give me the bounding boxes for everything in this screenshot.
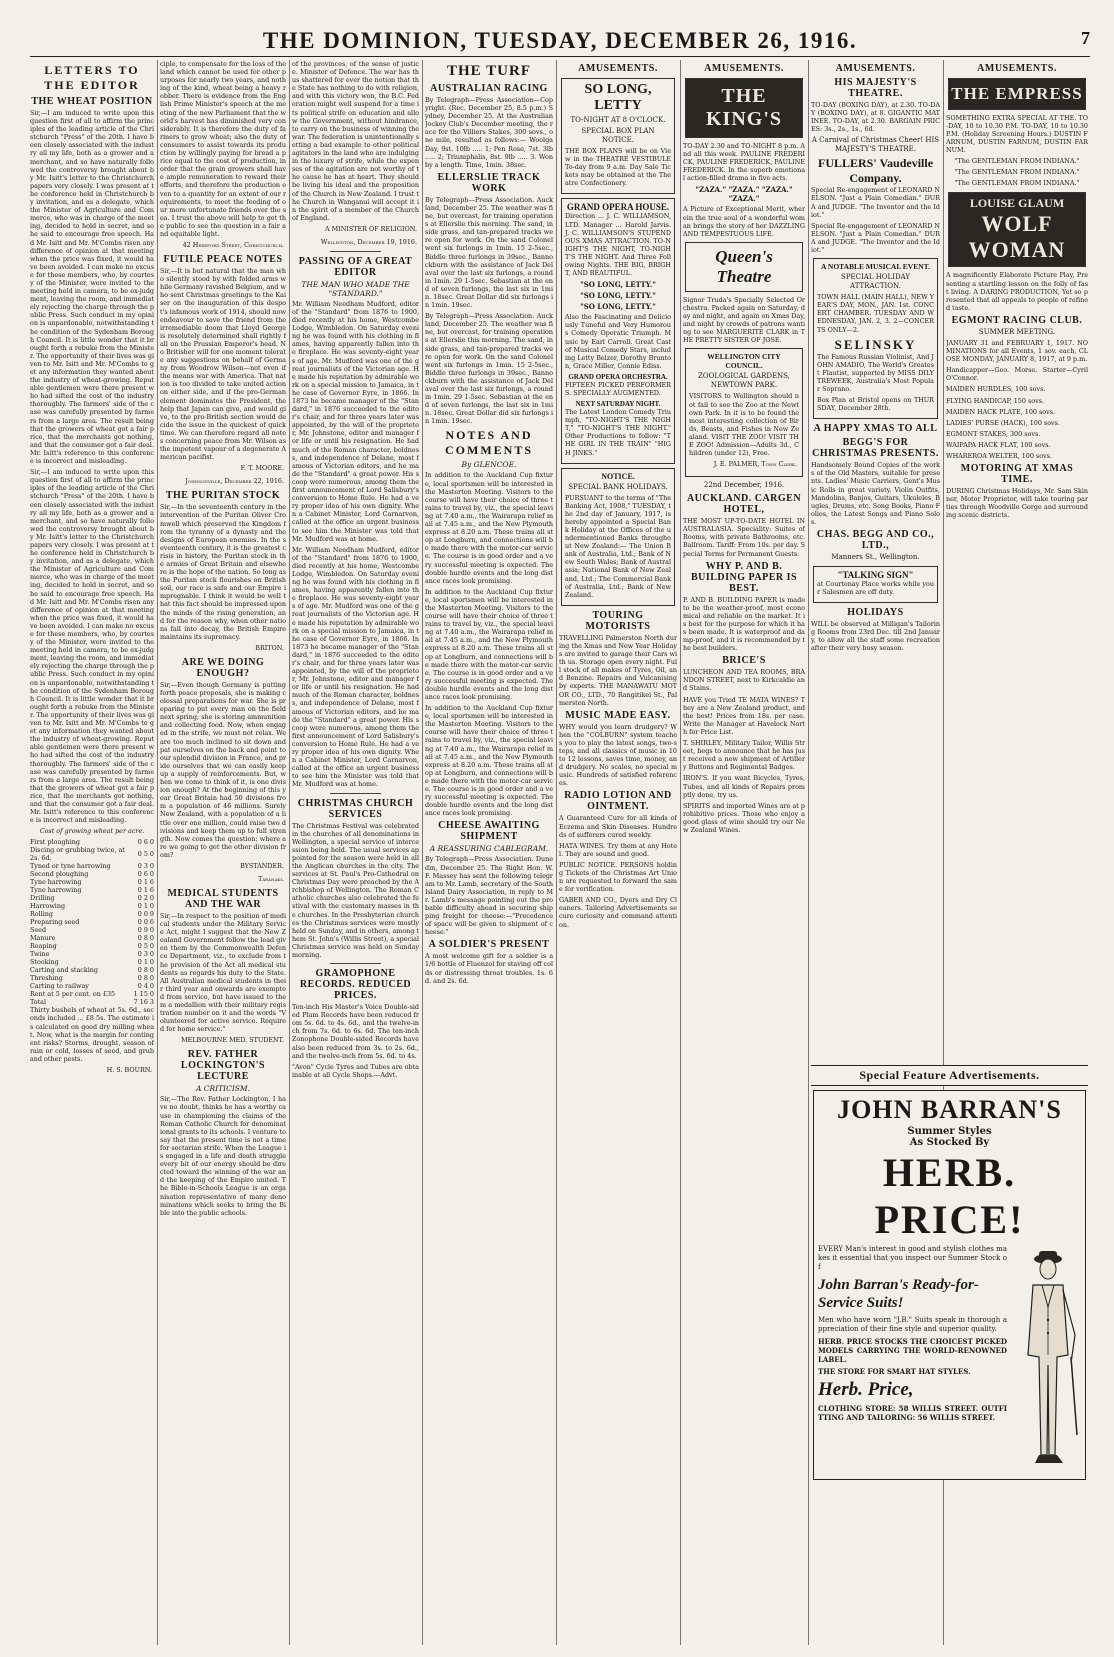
column-1: [30, 60, 154, 1645]
table-row: [30, 910, 154, 918]
ad-feature-name: WOLF WOMAN: [968, 211, 1066, 263]
signature: H. S. BOURN.: [106, 1066, 152, 1074]
ad-title: MUSIC MADE EASY.: [565, 709, 671, 721]
ad-body: at Courtenay Place works while your Salesmen are off duty.: [817, 580, 934, 597]
table-row: [30, 934, 154, 942]
article-body: By Telegraph—Press Association—Copyright. (Rec. December 25, 8.5 p.m.) Sydney, December 25. At the Australian Jockey Club's December meeting, the race for the Villiers Stakes, 300 sovs., one mile, resulted as follows:— Woolga Day, 9st. 10lb ..... 1; Pen Rose, 7st. 3lb ..... 2; Triumphalis, 8st. 9lb ..... 3. Won by a length. Time, 1min. 38sec.: [425, 96, 553, 169]
ad-body: FIFTEEN PICKED PERFORMERS. SPECIALLY AUGMENTED.: [565, 380, 671, 397]
table-row: [30, 950, 154, 958]
ad-list-item: "SO LONG, LETTY.": [580, 280, 656, 290]
table-row: [30, 902, 154, 910]
ad-body: A Guaranteed Cure for all kinds of Eczema and Skin Diseases. Hundreds of sufferers cured weekly.: [559, 814, 677, 839]
ad-subtitle: SUMMER MEETING.: [978, 327, 1056, 336]
table-cell-value: 7 16 3: [133, 998, 154, 1007]
race-item: Handicapper—Geo. Morse. Starter—Cyril O'Connor.: [946, 366, 1088, 383]
race-item: MAIDEN HURDLES, 100 sovs.: [946, 385, 1046, 394]
ad-title: HOLIDAYS: [847, 607, 904, 619]
table-cell-item: Reaping: [30, 942, 57, 951]
article-body: Sir,—The Rev. Father Lockington, I have no doubt, thinks he has a worthy cause in championing the claims of the Roman Catholic Church for denominational grants to its schools. I venture to say that the present time is not a time for sectarian strife. When the League is engaged in a life and death struggle every bit of our energy should be directed toward the winning of the war and the keeping of the Empire united. The Bible-in-Schools League is an organisation representative of many denominations which seeks to bring the Bible into the public schools.: [160, 1095, 286, 1217]
table-cell-value: 0 3 0: [137, 950, 154, 959]
ad-feature: "ZAZA." "ZAZA." "ZAZA." "ZAZA.": [695, 185, 793, 204]
ad-list-item: "The GENTLEMAN FROM INDIANA.": [954, 157, 1080, 166]
table-cell-item: Manure: [30, 934, 56, 943]
table-cell-item: Carting and stacking: [30, 966, 99, 975]
table-cell-item: Tyne harrowing: [30, 878, 82, 887]
table-row: [30, 870, 154, 878]
ad-content: [818, 1245, 1081, 1475]
signature-address: Johnsonville, December 22, 1916.: [185, 477, 284, 486]
article-title: FUTILE PEACE NOTES: [163, 254, 283, 266]
ad-body: Special Re-engagement of LEONARD NELSON. "Just a Plain Comedian." DURA and JUDGE. "The Inventor and the Idiot.": [811, 221, 940, 255]
signature: J. E. PALMER, Town Clerk.: [713, 460, 797, 469]
article-subtitle: A REASSURING CABLEGRAM.: [429, 844, 549, 854]
article-title: REV. FATHER LOCKINGTON'S LECTURE: [180, 1049, 266, 1083]
table-cell-item: Stooking: [30, 958, 59, 967]
ad-title: BRICE'S: [722, 655, 766, 667]
article-body: Mr. William Needham Mudford, editor of the "Standard" from 1876 to 1900, died recently at his home, Westcombe Lodge, Wimbledon. On Saturday evening he was found with his clothing in flames, having apparently fallen into the fireplace. He was seventy-eight years of age. Mr. Mudford was one of the great journalists of the Victorian age. He made his reputation by admirable work on a special mission to Jamaica, in the case of Governor Eyre, in 1866. In 1873 he became manager of the "Standard," in 1876 succeeded to the editor's chair, and for three years later was appointed, by the will of the proprietor, Mr. Johnstone, editor and manager for life or until his resignation. He had much of the Roman character, boldness, and independence of Delane, most famous of Victorian editors, and he made the "Standard" a great power. His scoop were numerous, among them the first announcement of Lord Salisbury's conversion to Home Rule. He had a very proper idea of his own dignity. When a Cabinet Minister, Lord Carnarvon, called at the office an urgent business to see him the Minister was told that Mr. Mudford was at home.: [292, 545, 419, 789]
ad-body: TO-DAY 2.30 and TO-NIGHT 8 p.m. And all this week. PAULINE FREDERICK, PAULINE FREDERICK, PAULINE FREDERICK. In the superb emotional action-filled drama in five acts.: [683, 142, 805, 183]
ad-body: CLOTHING STORE: 58 WILLIS STREET. OUTFITTING AND TAILORING: 56 WILLIS STREET.: [818, 1404, 1007, 1422]
article-body: A most welcome gift for a soldier is a 1/6 bottle of Fluenzol for staving off colds or distressing throat troubles. 1s. 6d. and 2s. 6d.: [425, 952, 553, 985]
table-cell-value: 0 6 0: [137, 838, 154, 847]
ad-emphasis: John Barran's Ready-for-Service Suits!: [818, 1277, 979, 1311]
signature-address: Wellington, December 19, 1916.: [320, 237, 417, 246]
ad-body: PURSUANT to the terms of "The Banking Act, 1908," TUESDAY, the 2nd day of January, 1917, is hereby appointed a Special Bank Holiday at the Offices of the undermentioned Banks throughout New Zealand:— The Union Bank of Australia, Ltd.; Bank of New South Wales; Bank of Australasia; National Bank of New Zealand, Ltd.; The Commercial Bank of Australia, Ltd.; Bank of New Zealand.: [565, 493, 671, 599]
divider: [330, 251, 381, 252]
table-cell-item: Second ploughing: [30, 870, 89, 879]
table-cell-value: 1 15 0: [133, 990, 154, 999]
article-body: Sir,—In the seventeenth century in the intervention of the Puritan Oliver Cromwell which preserved the Kingdom from the tyranny of a dynasty and the designs of European enemies. In the seventeenth century, it is the greatest crisis in history, the Puritan stock in the armies of Great Britain and elsewhere is the hope of the nation. So long as the Puritan stock flourishes on British soil, our race is safe and our Empire impregnable. I think it would be well that this fact should be impressed upon the minds of the rising generation, and for the reason why, when other nations fall into decay, the British Empire maintains its supremacy.: [160, 503, 286, 641]
section-heading: LETTERS TO THE EDITOR: [44, 63, 140, 92]
ad-feature-name: SELINSKY: [834, 336, 917, 352]
column-header: AMUSEMENTS.: [835, 63, 916, 74]
ad-subtitle: SPECIAL HOLIDAY ATTRACTION.: [841, 273, 910, 291]
ad-body: THE STORE FOR SMART HAT STYLES.: [818, 1367, 971, 1376]
article-body: The Christmas Festival was celebrated in the churches of all denominations in Wellington, a special service of intercession being held. The usual services appointed for the season were held in all the Anglican churches in the city. The services at St. Paul's Pro-Cathedral on Christmas Day were preached by the Archbishop of Wellington. The Roman Catholic churches also celebrated the festival with the customary masses in the churches. In the Presbyterian churches the Christmas services were mostly held on Sunday, and in others, among them St. John's (Willis Street), a special Christmas service was held on Sunday morning.: [292, 821, 419, 959]
ad-body: Signor Truda's Specially Selected Orchestra. Packed again on Saturday, day and night, and again on Xmas Day, and night by crowds of patrons wanting to see MARGUERITE CLARK in THE PRETTY SISTER OF JOSE.: [683, 295, 805, 345]
article-body: In addition to the Auckland Cup fixture, local sportsmen will be interested in the Masterton Meeting. Visitors to the course will have their choice of three trains to travel by, viz., the special leaving at 7.40 a.m., the Wairarapa relief mail at 7.45 a.m., and the New Plymouth express at 8.20 a.m. These trains all stop at Longburn, and connections will be made there with the motor-car service. The course is in good order and a very successful meeting is expected. The double hurdle events and the long distance races look promising.: [425, 471, 553, 585]
masthead-title: THE DOMINION, TUESDAY, DECEMBER 26, 1916.: [262, 28, 858, 53]
ad-title: CHAS. BEGG AND CO., LTD.,: [816, 529, 935, 551]
race-list: [946, 366, 1088, 460]
masthead-rule: [30, 56, 1090, 57]
table-cell-value: 0 1 0: [137, 902, 154, 911]
table-cell-value: 0 8 0: [137, 934, 154, 943]
column-header: AMUSEMENTS.: [977, 63, 1057, 74]
ad-body: WILL be observed at Milligan's Tailoring Rooms from 23rd Dec. till 2nd January, to allow all the staff some recreation after their very busy season.: [811, 620, 940, 653]
ad-body: Handsomely Bound Copies of the works of the Old Masters, suitable for presents. Ladies' Music Carriers, Gent's Music Rolls in great variety. Violin Outfits, Mandolins, Banjos, Guitars, Ukuleles, Bugles, Drums, etc. Song Books, Piano Folios, the Latest Songs and Piano Solos.: [811, 461, 940, 526]
article-title: PASSING OF A GREAT EDITOR: [298, 255, 413, 278]
section-heading: THE TURF: [447, 63, 531, 79]
table-row: [30, 990, 154, 998]
ad-title: EGMONT RACING CLUB.: [951, 314, 1083, 326]
table-cell-value: 0 6 0: [137, 870, 154, 879]
column-divider: [556, 60, 557, 1645]
ad-banner: [948, 192, 1086, 267]
table-cell-item: Drilling: [30, 894, 55, 903]
ad-brand: JOHN BARRAN'S: [837, 1095, 1062, 1124]
ad-body: "Avon" Cycle Tyres and Tubes are obtainable at all Cycle Shops.—Advt.: [292, 1062, 419, 1079]
ad-banner: [948, 78, 1086, 110]
table-cell-value: 0 9 0: [137, 926, 154, 935]
article-title: ARE WE DOING ENOUGH?: [181, 656, 265, 679]
column-5: [559, 60, 677, 1645]
ad-body: HAVE you Tried TE MATA WINES? They are a New Zealand product, and the best! Prices from 18s. per case. Write the Manager at Havelock North for Price List.: [683, 695, 805, 736]
table-cell-item: Twine: [30, 950, 50, 959]
table-row: [30, 958, 154, 966]
race-item: MAIDEN HACK PLATE, 100 sovs.: [946, 407, 1056, 416]
ad-text-column: [818, 1245, 1007, 1475]
race-item: FLYING HANDICAP, 150 sovs.: [946, 396, 1045, 405]
ad-title: AUCKLAND. CARGEN HOTEL,: [686, 493, 802, 516]
ad-body: DURING Christmas Holidays, Mr. Sam Skinner, Motor Proprietor, will take touring parties through Woodville Gorge and surrounding scenic districts.: [946, 487, 1088, 520]
ad-body: THE MOST UP-TO-DATE HOTEL IN AUSTRALASIA. Speciality: Suites of Rooms, with private Bathrooms, etc. Ballroom. Tariff: From 10s. per day. Special Terms for Permanent Guests.: [683, 517, 805, 558]
table-row: [30, 918, 154, 926]
ad-title: THE EMPRESS: [951, 84, 1083, 103]
ad-body: TOWN HALL (MAIN HALL), NEW YEAR'S DAY, MON., JAN. 1st. CONCERT CHAMBER. TUESDAY AND WEDNESDAY, JAN. 2, 3. 2—CONCERTS ONLY—2.: [817, 293, 934, 334]
article-title: ELLERSLIE TRACK WORK: [437, 171, 541, 194]
ad-body: Ten-inch His Master's Voice Double-sided Plum Records have been reduced from 5s. 6d. to 4s. 6d., and the twelve-inch from 7s. 6d. to 6s. 6d. The ten-inch Zonophone Double-sided Records have also been reduced from 3s. to 2s. 6d., and the twelve-inch from 5s. 6d. to 4s.: [292, 1003, 419, 1060]
column-header: AMUSEMENTS.: [704, 63, 784, 74]
article-byline: By GLENCOE.: [461, 460, 517, 470]
article-body: Sir,—I am induced to write upon this question first of all to affirm the principles of the leading article of the Christchurch "Press" of the 20th. I have been closely associated with the industry all my life, both as a grower and a merchant, and so have naturally followed the controversy brought about by Mr. Isitt's letter to the Christchurch papers very closely. I was present at the conference held in Christchurch by invitation, and as a delegate, which the Minister of Agriculture and Commerce, who was in charge of the meeting, decided to hold in secret, and so he said to encourage free speech. Had Mr. Isitt and Mr. M'Combs risen any difference of opinion at that meeting when the price was fixed, it would have been avoided. I can make no excuse for these members, who, by courtesy of the Minister, were invited to the meeting held in camera, to be ex-judgment, leaving the room, and immediately rejecting the charge through the public Press. Such conduct in my opinion is unpardonable, notwithstanding the condition of the Sydenham Borough Council. It is little wonder that it brought forth a rebuke from the Minister. The opportunity of their lives was given to Mr. Isitt and Mr. M'Combs to get any information they wanted about the industry of wheat-growing. Reputable gentlemen were there present who had sifted the cost of the industry thoroughly. The farmers' side of the case was carefully presented by farmers from a large area. The result being that the growers of wheat got a fair price, that the merchants got nothing, and that the consumer got a fair deal. Mr. Isitt's reference to this conference is incorrect and misleading.: [30, 468, 154, 825]
ad-body: LUNCHEON AND TEA ROOMS, BRANDON STREET, next to Kirkcaldie and Stains.: [683, 668, 805, 693]
table-cell-value: 0 8 0: [137, 974, 154, 983]
ad-body: The Famous Russian Violinist, And JOHN AMADIO, The World's Greatest Flautist, supported by MISS DILY TREWEEK, Australia's Most Popular Soprano.: [817, 352, 934, 393]
signature: A MINISTER OF RELIGION.: [324, 224, 417, 233]
table-cell-item: Seed: [30, 926, 47, 935]
table-cell-value: 0 5 0: [137, 942, 154, 951]
ad-body: HERB. PRICE STOCKS THE CHOICEST PICKED MODELS CARRYING THE WORLD-RENOWNED LABEL.: [818, 1337, 1007, 1364]
cost-table: [30, 838, 154, 1006]
ad-body: SPIRITS and imported Wines are at prohibitive prices. Those who enjoy a good glass of wine should try our New Zealand Wines.: [683, 801, 805, 834]
ad-box: [813, 566, 938, 603]
table-cell-value: 0 0 9: [137, 910, 154, 919]
article-body: Mr. William Needham Mudford, editor of the "Standard" from 1876 to 1900, died recently at his home, Westcombe Lodge, Wimbledon. On Saturday evening he was found with his clothing in flames, having apparently fallen into the fireplace. He was seventy-eight years of age. Mr. Mudford was one of the great journalists of the Victorian age. He made his reputation by admirable work on a special mission to Jamaica, in the case of Governor Eyre, in 1866. In 1873 he became manager of the "Standard," in 1876 succeeded to the editor's chair, and for three years later was appointed, by the will of the proprietor, Mr. Johnstone, editor and manager for life or until his resignation. He had much of the Roman character, boldness, and independence of Delane, most famous of Victorian editors, and he made the "Standard" a great power. His scoop were numerous, among them the first announcement of Lord Salisbury's conversion to Home Rule. He had a very proper idea of his own dignity. When a Cabinet Minister, Lord Carnarvon, called at the office an urgent business to see him the Minister was told that Mr. Mudford was at home.: [292, 299, 419, 543]
ad-title: NEXT SATURDAY NIGHT.: [575, 400, 661, 409]
masthead: [30, 28, 1090, 54]
table-cell-item: Total: [30, 998, 47, 1007]
ad-title: GRAMOPHONE RECORDS. REDUCED PRICES.: [299, 968, 412, 1002]
ad-body: IRON'S. If you want Bicycles, Tyres, Tubes, and all kinds of Repairs promptly done, try us.: [683, 774, 805, 799]
signature-address: Taranaki.: [257, 874, 284, 883]
ad-body: Also the Fascinating and Deliciously Tuneful and Very Humorous Comedy Operatic Triumph. Music by Earl Carroll. Great Cast of Musical Comedy Stars, including Letty Belzer, Dorothy Brunton, Grace Miller, Connie Ediss.: [565, 313, 671, 370]
man-in-suit-illustration: [1011, 1245, 1081, 1475]
table-row: [30, 998, 154, 1006]
ad-subtitle: ZOOLOGICAL GARDENS, NEWTOWN PARK.: [698, 372, 790, 390]
ad-body: HATA WINES. Try them at any Hotel. They are sound and good.: [559, 841, 677, 858]
ad-body: P. AND B. BUILDING PAPER is made to be the weather-proof, most economical and reliable on the market. It is best for the purpose for which it has been made. It is waterproof and damp-proof, and it is recommended by the best builders.: [683, 595, 805, 653]
date-line: 22nd December, 1916.: [703, 481, 785, 490]
table-cell-value: 0 5 0: [137, 850, 154, 859]
table-row: [30, 894, 154, 902]
signature: BRITON.: [255, 643, 284, 652]
ad-body: Box Plan at Bristol opens on THURSDAY, December 28th.: [817, 396, 934, 413]
race-item: LADIES' PURSE (HACK), 100 sovs.: [946, 418, 1060, 427]
page-number: 7: [1081, 28, 1090, 48]
ad-list-item: "SO LONG, LETTY.": [580, 302, 656, 312]
ad-title: LOUISE GLAUM: [969, 196, 1065, 211]
table-cell-value: 0 8 0: [137, 966, 154, 975]
ad-title: WELLINGTON CITY COUNCIL.: [707, 352, 781, 371]
ad-subtitle: TO-NIGHT AT 8 O'CLOCK.: [570, 116, 666, 124]
table-cell-item: Discing or grubbing twice, at 2s. 6d.: [30, 846, 125, 863]
ad-title: A HAPPY XMAS TO ALL: [813, 423, 938, 435]
table-cell-item: Tyne harrowing: [30, 886, 82, 895]
table-cell-item: Carting to railway: [30, 982, 89, 991]
table-cell-item: Tyned or tyne harrowing: [30, 862, 111, 871]
article-title: MEDICAL STUDENTS AND THE WAR: [167, 887, 279, 910]
signature: BYSTANDER.: [240, 861, 284, 870]
article-body: By Telegraph—Press Association. Dunedin, December 25. The Right Hon. W. F. Massey has sent the following telegram to Mr. Lamb, secretary of the South Island Dairy Association, in reply to Mr. Lamb's message pointing out the probable difficulty ahead in securing shipping freight for cheese:—"Precedence of space will be given to shipment of cheese.": [425, 855, 553, 937]
article-title: THE WHEAT POSITION: [31, 96, 153, 107]
ad-title: BEGG'S FOR CHRISTMAS PRESENTS.: [812, 437, 939, 460]
table-row: [30, 846, 154, 862]
ad-box: [561, 198, 675, 463]
ad-subtitle: SPECIAL BANK HOLIDAYS.: [568, 482, 668, 491]
ad-body: A Picture of Exceptional Merit, wherein the true soul of a wonderful woman brings the story of her DAZZLING AND TEMPESTUOUS LIFE.: [683, 205, 805, 238]
article-body: By Telegraph—Press Association. Auckland, December 25. The weather was fine, but overcast, for training operations at Ellerslie this morning. The sand, inside grass, and tan-prepared tracks were open for work. On the sand Colonel went six furlongs in 1min. 15 2-5sec., Biddle three furlongs in 39sec., Bannockburn with the assistance of Jack Delaval over the last six furlongs, a round in 1min. 29 1-5sec. Sebastian at the end of seven furlongs, the last six in 1min. 18sec. Great Dollar did six furlongs in 1min. 19sec.: [425, 195, 553, 310]
ad-body: TRAVELLING Palmerston North during the Xmas and New Year Holidays are invited to garage their Cars with us. Storage open every night. Full stock of all makes of Tyres, Oil, and Benzine. Repairs and Vulcanising by experts. THE MANAWATU MOTOR CO., LTD., 70 Rangitikei St., Palmerston North.: [559, 633, 677, 707]
column-divider: [422, 60, 423, 1645]
ad-title: NOTICE.: [601, 471, 635, 481]
ad-box: [561, 468, 675, 606]
article-body: Sir,—Even though Germany is putting forth peace proposals, she is making colossal preparations for war. She is preparing to put every man on the field next spring; she is storing ammunition and collecting food. Now, when engaged in the strife, we must not relax. We are too much inclined to sit down and pat ourselves on the back and point to our splendid division in France, and pride ourselves that we can easily keep up a supply of reinforcements. But, when we come to think of it, is one division enough? At the beginning of this year Great Britain had 50 divisions from a population of 46 millions. Surely New Zealand, with a population of a little over one million, could raise two divisions and keep them up to full strength. Now comes the question: where are we going to get the other division from?: [160, 680, 286, 859]
ad-body: Direction ... J. C. WILLIAMSON, LTD. Manager ... Harold Jarvis. J. C. WILLIAMSON'S STUPENDOUS XMAS ATTRACTION. TO-NIGHT'S THE NIGHT, TO-NIGHT'S THE NIGHT. And Three Following Nights. THE BIG, BRIGHT, AND BEAUTIFUL.: [565, 212, 671, 278]
ad-list-item: "SO LONG, LETTY.": [580, 291, 656, 301]
table-cell-value: 0 4 0: [137, 982, 154, 991]
ad-title: WHY P. AND B. BUILDING PAPER IS BEST.: [690, 560, 798, 594]
table-heading: Cost of growing wheat per acre.: [39, 827, 145, 836]
article-body: Thirty bushels of wheat at 5s. 6d., seconds included ... £8 5s. The estimate is calculated on good dry milling wheat. Now, what is the margin for contingent risks? Storms, drought, season of rain or cold, losses of seed, and grub and other pests.: [30, 1006, 154, 1063]
john-barran-ad: [813, 1090, 1086, 1480]
article-body: of the provinces, of the sense of justice. Minister of Defence. The war has thus shattered for ever the notion that the State has nothing to do with religion, and with this victory won, the B.C. Federation might well suspend for a time its political strife on education and allow the Government, without hindrance, to carry on the business of winning the war. The federation is unintentionally setting a bad example to other political agitators in the land who are indulging in the luxury of strife, while the expenses of the agitation are not worthy of the cause he has at heart. They should be living his ideal and the proposition of the Church in New Zealand. I trust the Church in Wanganui will accept it in the spirit of a member of the Church of England.: [292, 60, 419, 222]
table-cell-value: 0 3 0: [137, 862, 154, 871]
article-body: ciple, to compensate for the loss of the land which cannot be used for other purposes for nearly two years, and nothing of the kind, wheat being a heavy robber. There is evidence from the English Prime Minister's speech at the meeting of the new Parliament that the world's harvest has diminished very considerably. It is therefore the duty of farmers to grow wheat; also the duty of consumers to assist towards its production by willingly paying for bread a price equal to the cost of production, in order that the grain growers shall have ample remuneration to reward their efforts, and therefore the production even to a quantity for an extent of our requirements, to meet the feeding of our more unfortunate friends over the sea. I trust the above will help to get the public to see the question in a fair and equitable light.: [160, 60, 286, 238]
ad-body: VISITORS to Wellington should not fail to see the Zoo at the Newtown Park. In it is to be found the most interesting collection of Birds, Beasts, and Fishes in New Zealand. VISIT THE ZOO! VISIT THE ZOO! Admission—Adults 3d., Children (under 12), Free.: [689, 392, 799, 458]
ad-box: [813, 258, 938, 419]
ad-title: HIS MAJESTY'S THEATRE.: [834, 77, 917, 99]
table-row: [30, 862, 154, 870]
ad-body: The Latest London Comedy Triumph, "TO-NIGHT'S THE NIGHT," "TO-NIGHT'S THE NIGHT." Other Productions to follow: "THE GIRL IN THE TRAIN" "HIGH JINKS.": [565, 408, 671, 457]
ad-body: Special Re-engagement of LEONARD NELSON. "Just a Plain Comedian." DURA and JUDGE. "The Inventor and the Idiot.": [811, 186, 940, 219]
ad-signature: Herb. Price,: [818, 1379, 914, 1400]
ad-body: TO-DAY (BOXING DAY), at 2.30. TO-DAY (BOXING DAY), at 8. GIGANTIC MATINEE. TO-DAY, at 2.30. BARGAIN PRICES: 3s., 2s., 1s., 6d.: [811, 101, 940, 134]
ad-title: FULLERS' Vaudeville Company.: [817, 156, 934, 186]
special-feature-section: [811, 1062, 1088, 1480]
table-cell-value: 0 0 6: [137, 918, 154, 927]
ad-box: [561, 78, 675, 194]
ad-body: JANUARY 31 and FEBRUARY 1, 1917. NOMINATIONS for all Events, 1 sov. each, CLOSE MONDAY, JANUARY 8, 1917, at 9 p.m.: [946, 338, 1088, 364]
ad-line: A Carnival of Christmas Cheer! HIS MAJESTY'S THEATRE.: [811, 136, 940, 154]
ad-list-item: "The GENTLEMAN FROM INDIANA.": [954, 179, 1080, 188]
ad-body: GABER AND CO., Dyers and Dry Cleaners. Tailoring Advertisements secure curiosity and command attention.: [559, 896, 677, 929]
divider: [330, 963, 381, 964]
table-cell-item: Rolling: [30, 910, 53, 919]
column-divider: [289, 60, 290, 1645]
column-4: [425, 60, 553, 1645]
ad-body: T. SHIRLEY, Military Tailor, Willis Street, begs to announce that he has just received a new shipment of Artillery Buttons and Regimental Badges.: [683, 739, 805, 772]
signature: 42 Hereford Street, Christchurch.: [182, 241, 284, 250]
ad-line: As Stocked By: [909, 1137, 990, 1148]
article-body: By Telegraph—Press Association. Auckland, December 25. The weather was fine, but overcast, for training operations at Ellerslie this morning. The sand, inside grass, and tan-prepared tracks were open for work. On the sand Colonel went six furlongs in 1min. 15 2-5sec., Biddle three furlongs in 39sec., Bannockburn with the assistance of Jack Delaval over the last six furlongs, a round in 1min. 29 1-5sec. Sebastian at the end of seven furlongs, the last six in 1min. 18sec. Great Dollar did six furlongs in 1min. 19sec.: [425, 312, 553, 426]
ad-title: TOURING MOTORISTS: [585, 609, 651, 632]
ad-line: SPECIAL BOX PLAN NOTICE.: [581, 127, 655, 144]
article-subtitle: THE MAN WHO MADE THE "STANDARD.": [301, 279, 410, 298]
ad-body: A magnificently Elaborate Picture Play, Presenting a startling lesson on the folly of fast living. A DARING PRODUCTION, Yet so presented that all appeals to people of refined taste.: [946, 271, 1088, 312]
ad-line: Summer Styles: [907, 1126, 992, 1137]
ad-title: GRAND OPERA ORCHESTRA.: [568, 372, 668, 381]
column-divider: [157, 60, 158, 1645]
article-title: A SOLDIER'S PRESENT: [428, 939, 550, 951]
table-row: [30, 966, 154, 974]
ad-title: A NOTABLE MUSICAL EVENT.: [821, 262, 930, 272]
article-title: NOTES AND COMMENTS: [445, 428, 533, 458]
divider: [330, 793, 381, 794]
table-row: [30, 878, 154, 886]
table-row: [30, 982, 154, 990]
race-item: EGMONT STAKES, 300 sovs.: [946, 429, 1041, 438]
ad-body: Men who have worn "J.B." Suits speak in thorough appreciation of their fine style and superior quality.: [818, 1316, 1007, 1333]
ad-banner: [685, 242, 803, 292]
article-title: CHRISTMAS CHURCH SERVICES: [297, 797, 414, 820]
ad-body: THE BOX PLANS will be on View in the THEATRE VESTIBULE To-day from 9 a.m. Day Sale Tickets may be obtained at the Theatre Confectionery.: [565, 147, 671, 188]
race-item: WHAREROA WELTER, 100 sovs.: [946, 451, 1052, 460]
ad-body: PUBLIC NOTICE. PERSONS holding Tickets of the Christmas Art Union are requested to forward the same for verification.: [559, 860, 677, 894]
article-body: Sir,—I am induced to write upon this question first of all to affirm the principles of the leading article of the Christchurch "Press" of the 20th. I have been closely associated with the industry all my life, both as a grower and a merchant, and so have naturally followed the controversy brought about by Mr. Isitt's letter to the Christchurch papers very closely. I was present at the conference held in Christchurch by invitation, and as a delegate, which the Minister of Agriculture and Commerce, who was in charge of the meeting, decided to hold in secret, and so he said to encourage free speech. Had Mr. Isitt and Mr. M'Combs risen any difference of opinion at that meeting when the price was fixed, it would have been avoided. I can make no excuse for these members, who, by courtesy of the Minister, were invited to the meeting held in camera, to be ex-judgment, leaving the room, and immediately rejecting the charge through the public Press. Such conduct in my opinion is unpardonable, notwithstanding the condition of the Sydenham Borough Council. It is little wonder that it brought forth a rebuke from the Minister. The opportunity of their lives was given to Mr. Isitt and Mr. M'Combs to get any information they wanted about the industry of wheat-growing. Reputable gentlemen were there present who had sifted the cost of the industry thoroughly. The farmers' side of the case was carefully presented by farmers from a large area. The result being that the growers of wheat got a fair price, that the merchants got nothing, and that the consumer got a fair deal. Mr. Isitt's reference to this conference is incorrect and misleading.: [30, 109, 154, 466]
table-row: [30, 838, 154, 846]
table-cell-value: 0 1 6: [137, 878, 154, 887]
ad-title: Queen's Theatre: [715, 246, 773, 286]
column-2: [160, 60, 286, 1645]
ad-title: THE KING'S: [705, 85, 783, 130]
article-title: THE PURITAN STOCK: [165, 490, 281, 502]
table-cell-value: 0 1 0: [137, 958, 154, 967]
ad-line: Manners St., Wellington.: [831, 553, 920, 561]
ad-body: EVERY Man's interest in good and stylish clothes makes it essential that you inspect our Summer Stock of: [818, 1245, 1007, 1271]
ad-title: GRAND OPERA HOUSE.: [566, 202, 670, 213]
table-row: [30, 886, 154, 894]
signature: MELBOURNE MED. STUDENT.: [181, 1036, 284, 1045]
article-body: Sir,—In respect to the position of medical students under the Military Service Act, might I suggest that the New Zealand Government follow the lead given them by the Commonwealth Defence Department, viz., to exclude from the provision of the Act all medical students as regards his duty to the State. All Australian medical students in their third year and onwards are exempted from service, but have issued to them a medallion with their military registration number on it and the words "Volunteered for active service. Required for home service.": [160, 911, 286, 1034]
table-cell-item: Harrowing: [30, 902, 66, 911]
section-heading: Special Feature Advertisements.: [811, 1065, 1088, 1086]
table-cell-item: Threshing: [30, 974, 63, 983]
table-cell-value: 0 2 0: [137, 894, 154, 903]
article-body: In addition to the Auckland Cup fixture, local sportsmen will be interested in the Masterton Meeting. Visitors to the course will have their choice of three trains to travel by, viz., the special leaving at 7.40 a.m., the Wairarapa relief mail at 7.45 a.m., and the New Plymouth express at 8.20 a.m. These trains all stop at Longburn, and connections will be made there with the motor-car service. The course is in good order and a very successful meeting is expected. The double hurdle events and the long distance races look promising.: [425, 704, 553, 818]
ad-box: [685, 348, 803, 477]
ad-title: SO LONG, LETTY: [584, 82, 652, 113]
table-row: [30, 926, 154, 934]
ad-title: MOTORING AT XMAS TIME.: [960, 463, 1074, 486]
ad-title: RADIO LOTION AND OINTMENT.: [564, 790, 672, 813]
column-divider: [680, 60, 681, 1645]
article-body: Sir,—It is but natural that the man who silently stood by with folded arms while Germany ravished Belgium, and who sent Christmas greetings to the Kaiser on the inauguration of this despot's infamous work of 1914, should now endeavour to save the friend from the irremediable doom that Lloyd George is resolutely determined shall rightly fall on the Prussian Emperor's head. No Britisher will for one moment tolerate any suggestions on behalf of Germany from Woodrow Wilson—not even if the means war with America. That nation is too divided to take united action on either side, and if the pro-German element dominates the President, the help that Japan can give, and would give, to the pro-British section would decide the issue in the quickest of quick time. We can therefore regard all notes concerning peace from Mr. Wilson as the impotent vapour of a degenerate American pacifist.: [160, 267, 286, 462]
ad-banner: [685, 78, 803, 138]
article-title: AUSTRALIAN RACING: [430, 83, 548, 94]
table-row: [30, 974, 154, 982]
race-item: WAIPAPA HACK FLAT, 100 sovs.: [946, 440, 1051, 449]
ad-list-item: "The GENTLEMAN FROM INDIANA.": [954, 168, 1080, 177]
article-body: In addition to the Auckland Cup fixture, local sportsmen will be interested in the Masterton Meeting. Visitors to the course will have their choice of three trains to travel by, viz., the special leaving at 7.40 a.m., the Wairarapa relief mail at 7.45 a.m., and the New Plymouth express at 8.20 a.m. These trains all stop at Longburn, and connections will be made there with the motor-car service. The course is in good order and a very successful meeting is expected. The double hurdle events and the long distance races look promising.: [425, 587, 553, 701]
table-cell-item: Preparing seed: [30, 918, 80, 927]
table-row: [30, 942, 154, 950]
ad-store-name: HERB. PRICE!: [874, 1150, 1025, 1242]
column-6: [683, 60, 805, 1645]
table-cell-item: Rent at 5 per cent. on £35: [30, 990, 116, 999]
ad-title: "TALKING SIGN": [837, 570, 914, 580]
ad-body: WHY would you learn drudgery? When the "COLBURN" system teaches you to play the latest songs, two-steps, and all classics of music in 10 to 12 lessons, saves time, money, and drudgery. No scales, no special music. Hundreds of satisfied references.: [559, 722, 677, 788]
column-3: [292, 60, 419, 1645]
column-header: AMUSEMENTS.: [578, 63, 658, 74]
signature: F. T. MOORE.: [240, 464, 284, 473]
table-cell-value: 0 1 6: [137, 886, 154, 895]
article-title: CHEESE AWAITING SHIPMENT: [438, 820, 540, 843]
column-divider: [808, 60, 809, 1645]
article-subtitle: A CRITICISM.: [195, 1084, 251, 1094]
ad-body: SOMETHING EXTRA SPECIAL AT THE. TO-DAY, 10 to 10.30 P.M. TO-DAY, 10 to 10.30 P.M. (Holiday Screening Hours.) DUSTIN FARNUM, DUSTIN FARNUM, DUSTIN FARNUM.: [946, 114, 1088, 155]
table-cell-item: First ploughing: [30, 838, 80, 847]
